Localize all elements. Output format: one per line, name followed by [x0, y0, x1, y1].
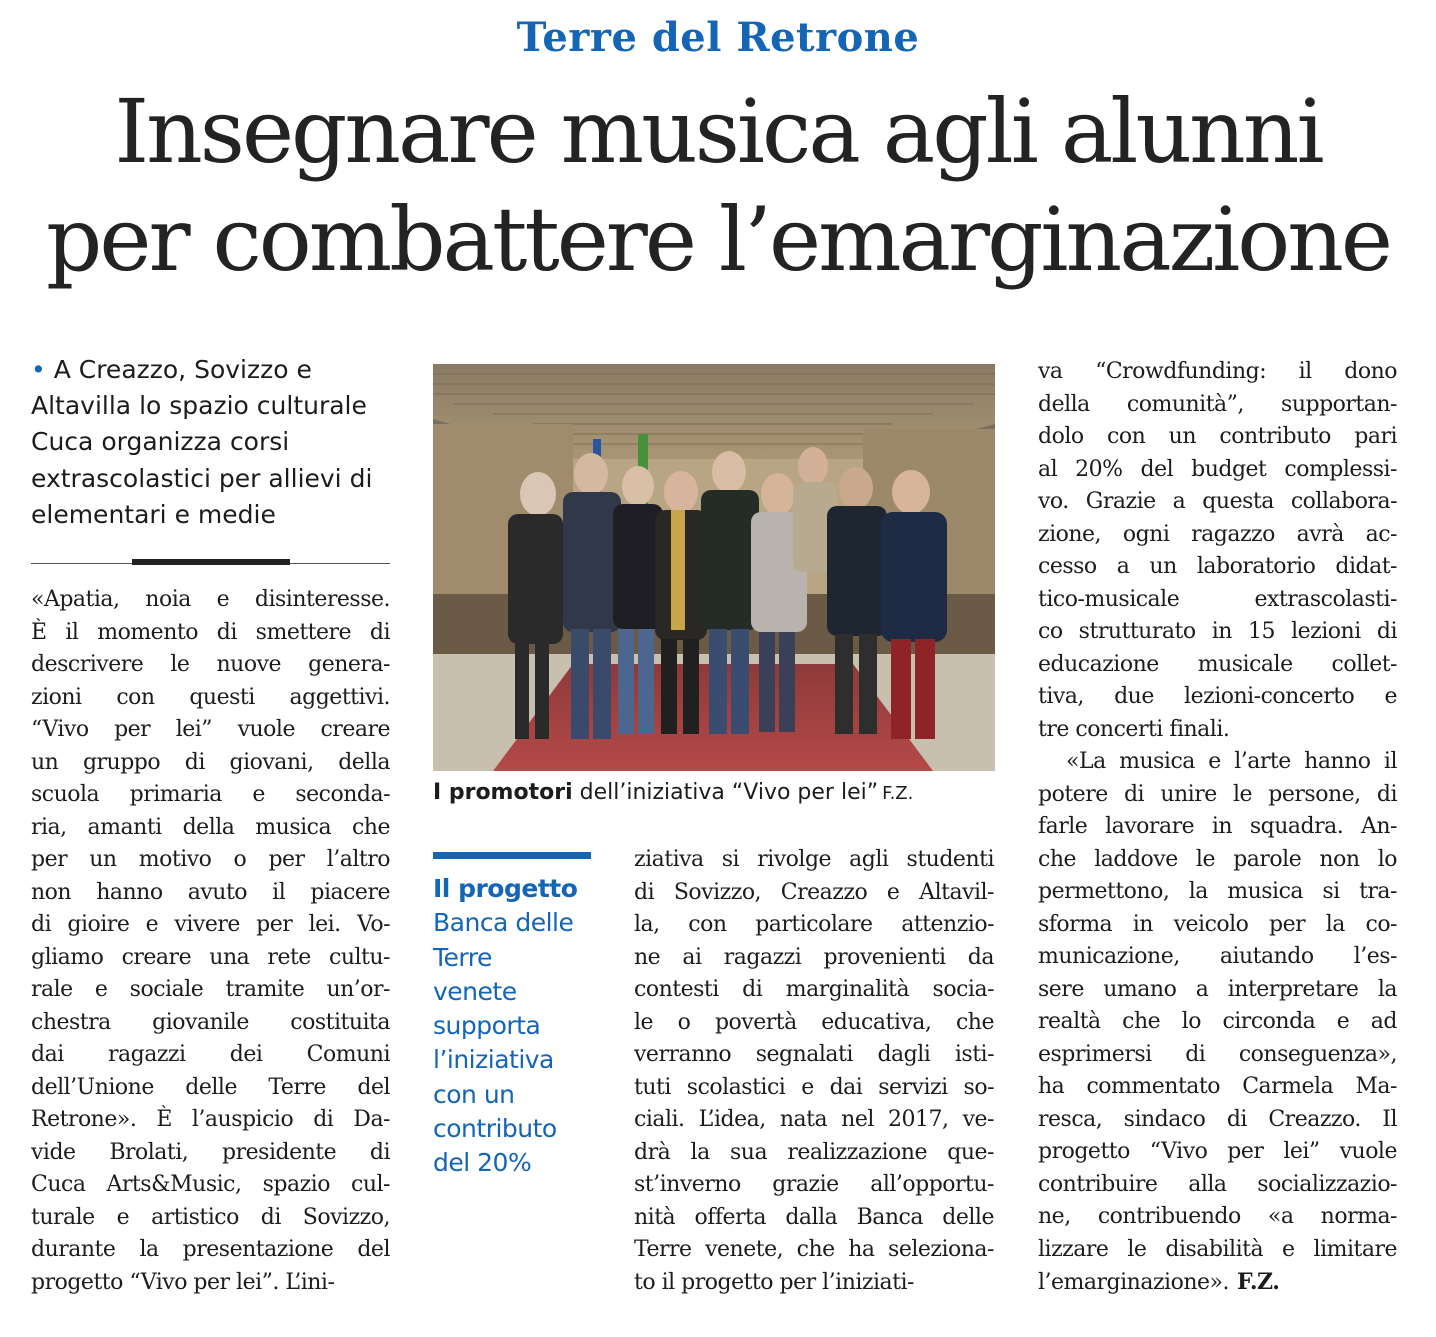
article-line: drà la sua realizzazione que- — [634, 1139, 994, 1165]
article-line: “Vivo per lei” vuole creare — [31, 717, 390, 742]
article-line: durante la presentazione del — [31, 1237, 390, 1262]
article-line: «Apatia, noia e disinteresse. — [31, 587, 390, 612]
article-line: di Sovizzo, Creazzo e Altavil- — [634, 879, 994, 905]
summary-line: Cuca organizza corsi — [31, 427, 290, 457]
article-line: dolo con un contributo pari — [1038, 424, 1397, 449]
article-line: farle lavorare in squadra. An- — [1038, 814, 1397, 839]
section-title: Terre del Retrone — [516, 14, 920, 61]
article-line: progetto “Vivo per lei”. L’ini- — [31, 1269, 335, 1295]
article-line: st’inverno grazie all’opportu- — [634, 1172, 994, 1197]
article-line: ciali. L’idea, nata nel 2017, ve- — [634, 1107, 994, 1132]
summary-line: A Creazzo, Sovizzo e — [53, 355, 312, 384]
article-line: turale e artistico di Sovizzo, — [31, 1204, 390, 1230]
article-line: scuola primaria e seconda- — [31, 782, 390, 807]
article-line: vo. Grazie a questa collabora- — [1038, 489, 1397, 514]
sidebar-box-line: con un — [433, 1079, 515, 1109]
article-line: municazione, aiutando l’es- — [1038, 944, 1397, 969]
article-line: zioni con questi aggettivi. — [31, 684, 390, 710]
article-line: esprimersi di conseguenza», — [1038, 1041, 1397, 1067]
article-line: realtà che lo circonda e ad — [1038, 1009, 1397, 1034]
article-line: contribuire alla socializzazio- — [1038, 1171, 1397, 1197]
article-line: al 20% del budget complessi- — [1038, 456, 1397, 482]
article-line: sforma in veicolo per la co- — [1038, 911, 1397, 937]
article-line: «La musica e l’arte hanno il — [1066, 749, 1397, 774]
article-line: di gioire e vivere per lei. Vo- — [31, 912, 390, 937]
article-line: per un motivo o per l’altro — [31, 847, 390, 872]
sidebar-box-line: contributo — [433, 1114, 557, 1144]
article-line: tico-musicale extrascolasti- — [1038, 586, 1397, 612]
article-column-2 — [634, 844, 994, 1299]
article-line: contesti di marginalità socia- — [634, 977, 994, 1002]
article-line: chestra giovanile costituita — [31, 1009, 390, 1035]
summary-line: Altavilla lo spazio culturale — [31, 391, 367, 421]
article-line: non hanno avuto il piacere — [31, 879, 390, 905]
summary-line: extrascolastici per allievi di — [31, 463, 373, 493]
article-line: nità offerta dalla Banca delle — [634, 1204, 994, 1230]
article-line: co strutturato in 15 lezioni di — [1038, 619, 1397, 644]
sidebar-box-title: Il progetto — [433, 874, 578, 903]
sidebar-box-line: l’iniziativa — [433, 1045, 554, 1075]
article-line: vide Brolati, presidente di — [31, 1139, 390, 1165]
bullet-icon: • — [31, 355, 46, 384]
caption-bold: I promotori — [433, 780, 573, 805]
article-line: tuti scolastici e dai servizi so- — [634, 1074, 994, 1100]
article-line: sere umano a interpretare la — [1038, 976, 1397, 1002]
article-line: ne ai ragazzi provenienti da — [634, 944, 994, 970]
sidebar-box-line: venete — [433, 976, 517, 1006]
article-line: zione, ogni ragazzo avrà ac- — [1038, 521, 1397, 547]
sidebar-box-rule — [433, 852, 591, 859]
article-line: cesso a un laboratorio didat- — [1038, 554, 1397, 579]
article-line: dai ragazzi dei Comuni — [31, 1042, 390, 1067]
photo-caption — [433, 780, 993, 805]
article-line: permettono, la musica si tra- — [1038, 879, 1397, 904]
article-line: dell’Unione delle Terre del — [31, 1074, 390, 1100]
sidebar-box — [433, 872, 613, 1181]
article-line: ne, contribuendo «a norma- — [1038, 1204, 1397, 1229]
caption-text: dell’iniziativa “Vivo per lei” — [572, 780, 879, 805]
group-photo — [433, 364, 995, 771]
sidebar-box-line: Banca delle — [433, 908, 574, 938]
article-line: ria, amanti della musica che — [31, 814, 390, 840]
article-line: ha commentato Carmela Ma- — [1038, 1074, 1397, 1099]
article-line: È il momento di smettere di — [31, 619, 390, 645]
article-line: rale e sociale tramite un’or- — [31, 977, 390, 1002]
article-line: un gruppo di giovani, della — [31, 749, 390, 775]
article-column-3 — [1038, 356, 1397, 1300]
article-line: Retrone». È l’auspicio di Da- — [31, 1107, 390, 1132]
article-line: Cuca Arts&Music, spazio cul- — [31, 1172, 390, 1197]
article-line: to il progetto per l’iniziati- — [634, 1269, 914, 1295]
caption-credit: F.Z. — [882, 783, 914, 804]
sidebar-box-line: Terre — [433, 942, 492, 972]
headline — [0, 78, 1436, 294]
summary — [31, 352, 401, 533]
article-line: potere di unire le persone, di — [1038, 781, 1397, 807]
sidebar-box-line: supporta — [433, 1011, 541, 1041]
sidebar-box-line: del 20% — [433, 1148, 532, 1178]
article-line: progetto “Vivo per lei” vuole — [1038, 1139, 1397, 1164]
article-line: ziativa si rivolge agli studenti — [634, 847, 994, 872]
article-line: tiva, due lezioni-concerto e — [1038, 684, 1397, 709]
article-line: va “Crowdfunding: il dono — [1038, 359, 1397, 384]
author-signature: F.Z. — [1236, 1269, 1280, 1295]
summary-divider-accent — [132, 559, 290, 565]
article-line: tre concerti finali. — [1038, 716, 1230, 742]
headline-line: Insegnare musica agli alunni — [114, 80, 1322, 183]
article-line: Terre venete, che ha seleziona- — [634, 1237, 994, 1262]
article-line: l’emarginazione». F.Z. — [1038, 1269, 1280, 1295]
article-column-1 — [31, 584, 390, 1299]
article-line: lizzare le disabilità e limitare — [1038, 1236, 1397, 1262]
summary-line: elementari e medie — [31, 499, 276, 529]
article-line: le o povertà educativa, che — [634, 1009, 994, 1035]
headline-line: per combattere l’emarginazione — [46, 188, 1390, 291]
article-line: gliamo creare una rete cultu- — [31, 944, 390, 970]
article-line: verranno segnalati dagli isti- — [634, 1042, 994, 1067]
article-line: descrivere le nuove genera- — [31, 652, 390, 677]
article-line: educazione musicale collet- — [1038, 651, 1397, 677]
article-line: resca, sindaco di Creazzo. Il — [1038, 1106, 1397, 1132]
article-line: la, con particolare attenzio- — [634, 912, 994, 937]
article-line: della comunità”, supportan- — [1038, 391, 1397, 417]
article-line: che laddove le parole non lo — [1038, 846, 1397, 872]
